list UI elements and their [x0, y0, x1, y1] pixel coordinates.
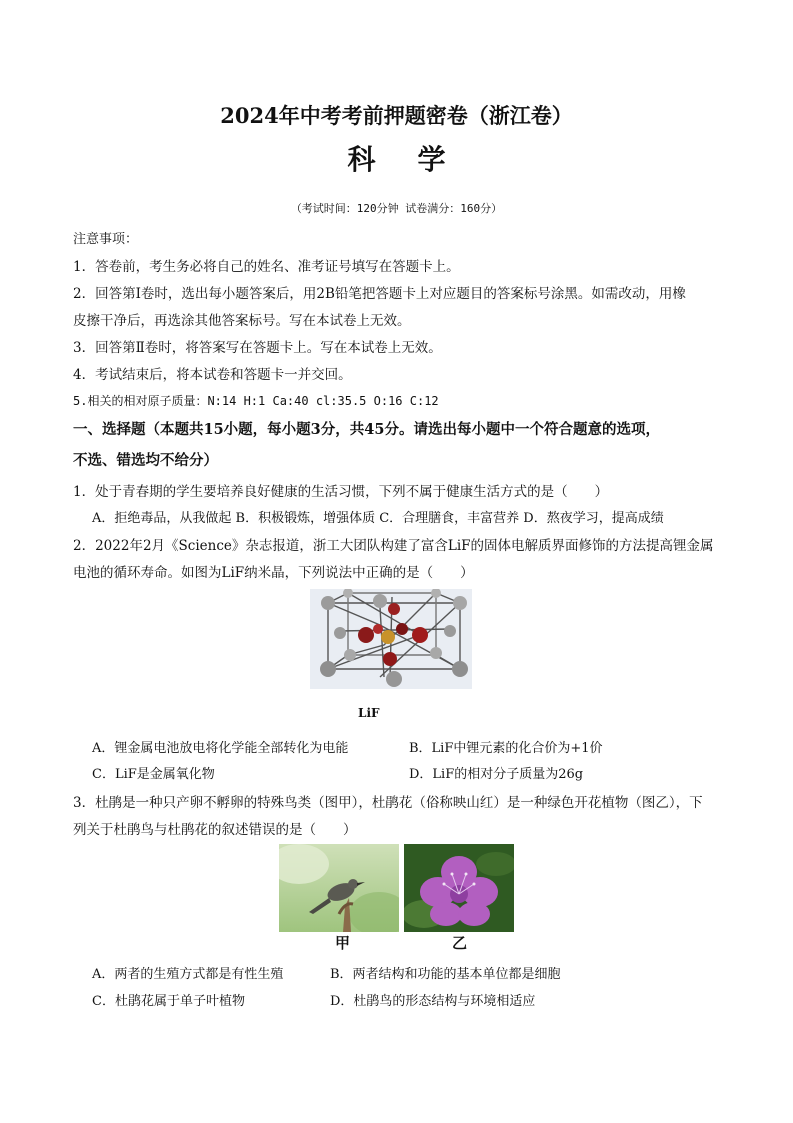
subject-title: 科学 [347, 143, 488, 176]
question-2-stem-cont: 电池的循环寿命。如图为LiF纳米晶，下列说法中正确的是（ ） [73, 565, 474, 581]
question-2-option-a: A．锂金属电池放电将化学能全部转化为电能 [92, 741, 349, 756]
figure-label-yi: 乙 [452, 934, 468, 952]
question-3-option-c: C．杜鹃花属于单子叶植物 [92, 994, 245, 1009]
note-item: 3．回答第Ⅱ卷时，将答案写在答题卡上。写在本试卷上无效。 [73, 340, 442, 356]
question-2-option-d: D．LiF的相对分子质量为26g [409, 767, 584, 782]
note-item: 5.相关的相对原子质量：N:14 H:1 Ca:40 cl:35.5 O:16 C:12 [73, 394, 439, 408]
question-3-stem-cont: 列关于杜鹃鸟与杜鹃花的叙述错误的是（ ） [73, 822, 357, 838]
note-item: 皮擦干净后，再选涂其他答案标号。写在本试卷上无效。 [73, 313, 411, 329]
section-heading-cont: 不选、错选均不给分） [73, 452, 218, 469]
question-2-option-c: C．LiF是金属氧化物 [92, 767, 215, 782]
figure-label-jia: 甲 [335, 934, 351, 952]
notes-heading: 注意事项： [73, 232, 139, 247]
page-title: 2024年中考考前押题密卷（浙江卷） [220, 103, 573, 128]
question-3-stem: 3．杜鹃是一种只产卵不孵卵的特殊鸟类（图甲），杜鹃花（俗称映山红）是一种绿色开花植物（图乙），下 [73, 795, 703, 811]
cuckoo-bird-photo [279, 844, 399, 932]
note-item: 4．考试结束后，将本试卷和答题卡一并交回。 [73, 367, 352, 383]
note-item: 2．回答第Ⅰ卷时，选出每小题答案后，用2B铅笔把答题卡上对应题目的答案标号涂黑。如需改动，用橡 [73, 286, 686, 302]
question-2-stem: 2．2022年2月《Science》杂志报道，浙工大团队构建了富含LiF的固体电解质界面修饰的方法提高锂金属 [73, 538, 714, 554]
question-2-option-b: B．LiF中锂元素的化合价为+1价 [409, 741, 603, 756]
exam-meta: （考试时间：120分钟 试卷满分：160分） [290, 202, 503, 215]
question-3-option-a: A．两者的生殖方式都是有性生殖 [92, 967, 284, 982]
azalea-flower-photo [404, 844, 514, 932]
question-1-stem: 1．处于青春期的学生要培养良好健康的生活习惯，下列不属于健康生活方式的是（ ） [73, 484, 609, 500]
question-3-option-d: D．杜鹃鸟的形态结构与环境相适应 [330, 994, 536, 1009]
section-heading: 一、选择题（本题共15小题，每小题3分，共45分。请选出每小题中一个符合题意的选项， [73, 421, 660, 438]
lif-crystal-figure [310, 589, 472, 689]
note-item: 1．答卷前，考生务必将自己的姓名、准考证号填写在答题卡上。 [73, 259, 460, 275]
lif-figure-caption: LiF [358, 706, 380, 720]
question-3-option-b: B．两者结构和功能的基本单位都是细胞 [330, 967, 561, 982]
question-1-options: A．拒绝毒品，从我做起 B．积极锻炼，增强体质 C．合理膳食，丰富营养 D．熬夜学习，提高成绩 [92, 511, 664, 526]
